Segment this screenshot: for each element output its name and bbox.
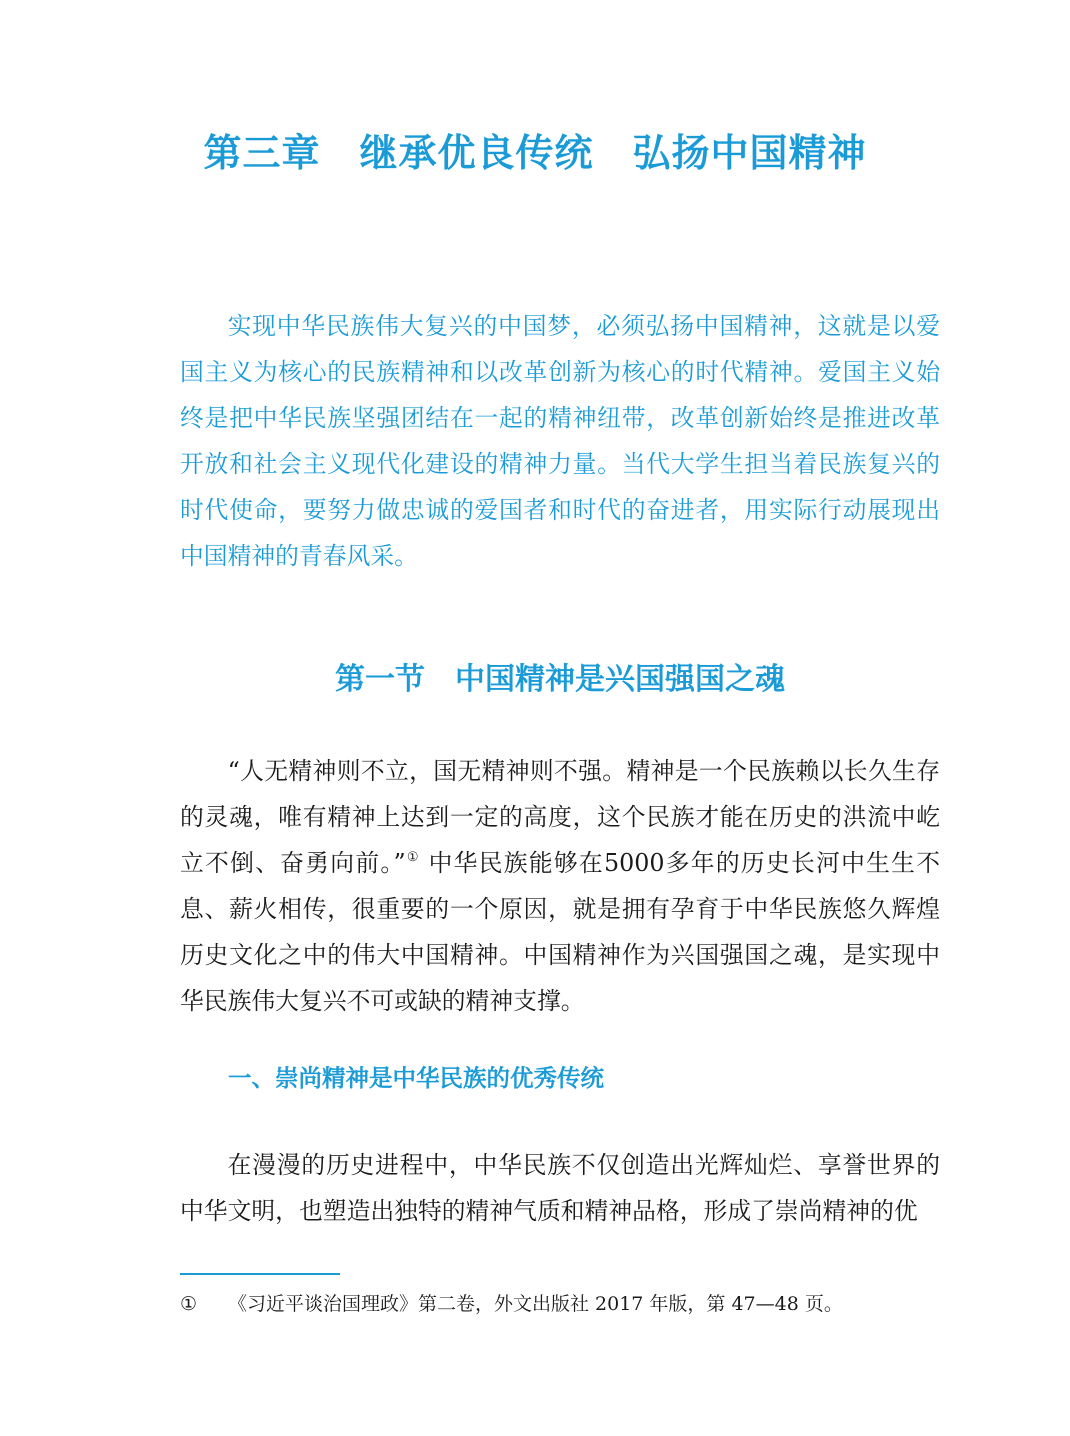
subsection-heading: 一、崇尚精神是中华民族的优秀传统 [228,1064,604,1092]
chapter-intro: 实现中华民族伟大复兴的中国梦，必须弘扬中国精神，这就是以爱国主义为核心的民族精神和以改革创新为核心的时代精神。爱国主义始终是把中华民族坚强团结在一起的精神纽带，改革创新始终是推进改革开放和社会主义现代化建设的精神力量。当代大学生担当着民族复兴的时代使命，要努力做忠诚的爱国者和时代的奋进者，用实际行动展现出中国精神的青春风采。 [180,312,940,570]
footnote-divider [180,1273,340,1275]
section-title: 第一节 中国精神是兴国强国之魂 [335,662,785,697]
body-paragraph-2: 在漫漫的历史进程中，中华民族不仅创造出光辉灿烂、享誉世界的中华文明，也塑造出独特的精神气质和精神品格，形成了崇尚精神的优 [180,1151,940,1225]
chapter-title: 第三章 继承优良传统 弘扬中国精神 [203,130,867,175]
footnote [180,1289,940,1319]
footnote-number: ① [180,1293,198,1315]
footnote-text: 《习近平谈治国理政》第二卷，外文出版社 2017 年版，第 47—48 页。 [228,1293,843,1315]
paragraph-1-quote: “人无精神则不立，国无精神则不强。精神是一个民族赖以长久生存的灵魂，唯有精神上达到一定的高度，这个民族才能在历史的洪流中屹立不倒、奋勇向前。” [180,757,940,877]
footnote-reference-link[interactable]: ① [405,850,420,865]
body-paragraph-1 [180,748,940,1024]
paragraph-1-text: 中华民族能够在5000多年的历史长河中生生不息、薪火相传，很重要的一个原因，就是拥有孕育于中华民族悠久辉煌历史文化之中的伟大中国精神。中国精神作为兴国强国之魂，是实现中华民族伟大复兴不可或缺的精神支撑。 [180,849,941,1015]
